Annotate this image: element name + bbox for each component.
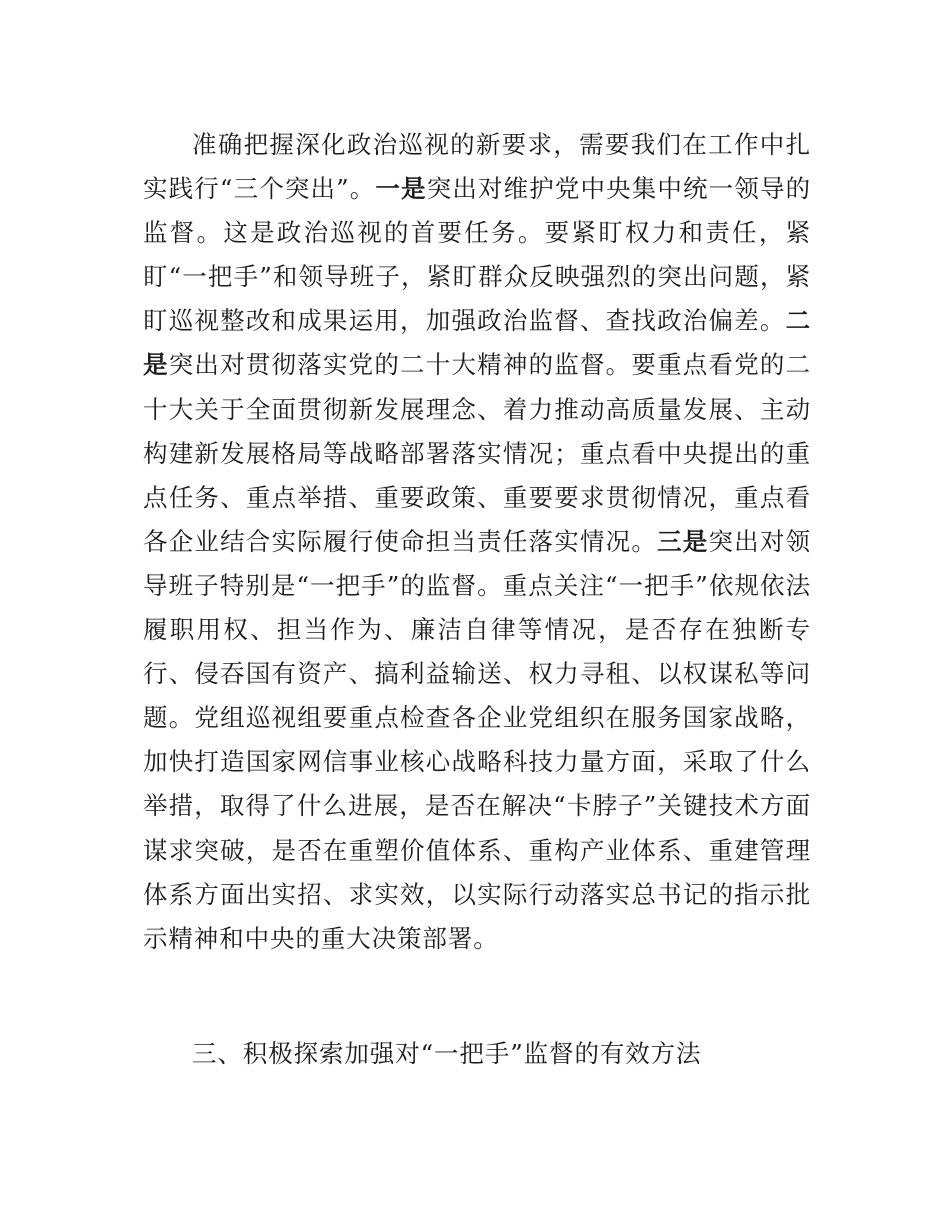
point-one-label: 一是 — [375, 174, 427, 204]
point-three-text: 突出对领导班子特别是“一把手”的监督。重点关注“一把手”依规依法履职用权、担当作为、廉洁自律等情况，是否存在独断专行、侵吞国有资产、搞利益输送、权力寻租、以权谋私等问题。党组巡视组要重点检查各企业党组织在服务国家战略，加快打造国家网信事业核心战略科技力量方面，采取了什么举措，取得了什么进展，是否在解决“卡脖子”关键技术方面谋求突破，是否在重塑价值体系、重构产业体系、重建管理体系方面出实招、求实效，以实际行动落实总书记的指示批示精神和中央的重大决策部署。 — [143, 526, 811, 953]
paragraph-intro: 准确把握深化政治巡视的新要求，需要我们在工作中扎实践行“三个突出”。 — [143, 130, 811, 204]
point-three-label: 三是 — [657, 526, 709, 556]
section-heading: 三、积极探索加强对“一把手”监督的有效方法 — [192, 1039, 702, 1068]
body-paragraph — [143, 123, 811, 961]
point-one-text: 突出对维护党中央集中统一领导的监督。这是政治巡视的首要任务。要紧盯权力和责任，紧盯“一把手”和领导班子，紧盯群众反映强烈的突出问题，紧盯巡视整改和成果运用，加强政治监督、查找政治偏差。 — [143, 174, 811, 336]
point-two-text: 突出对贯彻落实党的二十大精神的监督。要重点看党的二十大关于全面贯彻新发展理念、着力推动高质量发展、主动构建新发展格局等战略部署落实情况；重点看中央提出的重点任务、重点举措、重要政策、重要要求贯彻情况，重点看各企业结合实际履行使命担当责任落实情况。 — [143, 350, 812, 556]
point-two-label: 二是 — [143, 306, 811, 380]
